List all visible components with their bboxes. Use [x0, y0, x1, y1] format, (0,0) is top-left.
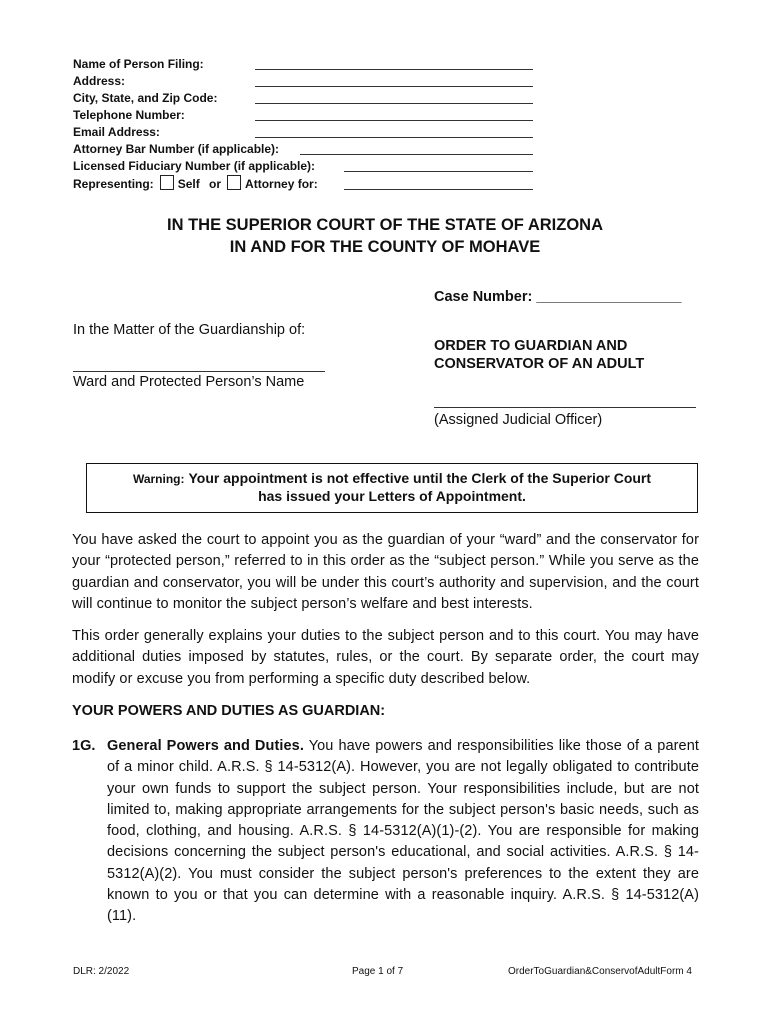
intro-paragraph: You have asked the court to appoint you as the guardian of your “ward” and the conservator for your “protected person,” referred to in this order as the “subject person.” While you serve as the guardian and conservator, you will be under this court’s authority and supervision, and the court will continue to monitor the subject person’s welfare and best interests.	[72, 532, 699, 612]
duties-paragraph: This order generally explains your duties to the subject person and to this court. You may have additional duties imposed by statutes, rules, or the court. By separate order, the court may modify or excuse you from performing a specific duty described below.	[72, 628, 699, 687]
representing-row	[73, 175, 543, 193]
fiduciary-input-line[interactable]	[344, 171, 533, 172]
field-email-label: Email Address:	[73, 125, 160, 139]
order-title-line2: CONSERVATOR OF AN ADULT	[434, 356, 645, 372]
guardian-section-heading: YOUR POWERS AND DUTIES AS GUARDIAN:	[72, 703, 386, 719]
court-title-line1: IN THE SUPERIOR COURT OF THE STATE OF ARIZONA	[166, 216, 604, 234]
footer-form-name: OrderToGuardian&ConservofAdultForm 4	[508, 966, 692, 977]
representing-label: Representing:	[73, 177, 154, 191]
self-checkbox[interactable]	[160, 175, 174, 190]
ward-name-label: Ward and Protected Person’s Name	[73, 374, 305, 390]
or-label: or	[209, 177, 222, 191]
warning-label: Warning:	[132, 472, 185, 486]
item-1g-title: General Powers and Duties.	[107, 738, 304, 754]
field-bar-number-label: Attorney Bar Number (if applicable):	[73, 142, 280, 156]
judicial-officer-input-line[interactable]	[434, 407, 696, 408]
bar-number-input-line[interactable]	[300, 154, 533, 155]
field-name-label: Name of Person Filing:	[73, 57, 204, 71]
self-label: Self	[177, 177, 200, 191]
field-city-label: City, State, and Zip Code:	[73, 91, 218, 105]
attorney-for-label: Attorney for:	[245, 177, 318, 191]
warning-box	[86, 463, 698, 513]
footer-form-code: DLR: 2/2022	[73, 966, 130, 977]
telephone-input-line[interactable]	[255, 120, 533, 121]
court-title-line2: IN AND FOR THE COUNTY OF MOHAVE	[229, 238, 541, 256]
footer-page-number: Page 1 of 7	[352, 966, 404, 977]
matter-label: In the Matter of the Guardianship of:	[73, 322, 306, 338]
filer-info-block	[73, 56, 543, 193]
order-title-line1: ORDER TO GUARDIAN AND	[434, 338, 628, 354]
field-telephone-label: Telephone Number:	[73, 108, 185, 122]
field-address-label: Address:	[73, 74, 126, 88]
warning-line1	[87, 470, 697, 486]
attorney-for-input-line[interactable]	[344, 189, 533, 190]
name-input-line[interactable]	[255, 69, 533, 70]
warning-text-2: has issued your Letters of Appointment.	[258, 488, 526, 504]
item-1g-block	[107, 736, 699, 928]
warning-text-1: Your appointment is not effective until the Clerk of the Superior Court	[188, 470, 652, 486]
email-input-line[interactable]	[255, 137, 533, 138]
item-1g-text: You have powers and responsibilities like those of a parent of a minor child. A.R.S. § 14-5312(A). However, you are not legally obligated to contribute your own funds to support the subject person. Your responsibilities include, but are not limited to, making appropriate arrangements for the subject person's basic needs, such as food, clothing, and housing. A.R.S. § 14-5312(A)(1)-(2). You are responsible for making decisions concerning the subject person's educational, and social activities. A.R.S. § 14-5312(A)(2). You must consider the subject person's preferences to the extent they are known to you or that you can determine with a reasonable inquiry. A.R.S. § 14-5312(A)(11).	[107, 738, 699, 925]
city-input-line[interactable]	[255, 103, 533, 104]
judicial-officer-label: (Assigned Judicial Officer)	[434, 412, 603, 428]
ward-name-input-line[interactable]	[73, 371, 325, 372]
case-number-label: Case Number: __________________	[434, 289, 682, 305]
address-input-line[interactable]	[255, 86, 533, 87]
attorney-checkbox[interactable]	[227, 175, 241, 190]
item-1g-number: 1G.	[72, 738, 96, 754]
field-fiduciary-label: Licensed Fiduciary Number (if applicable):	[73, 159, 316, 173]
